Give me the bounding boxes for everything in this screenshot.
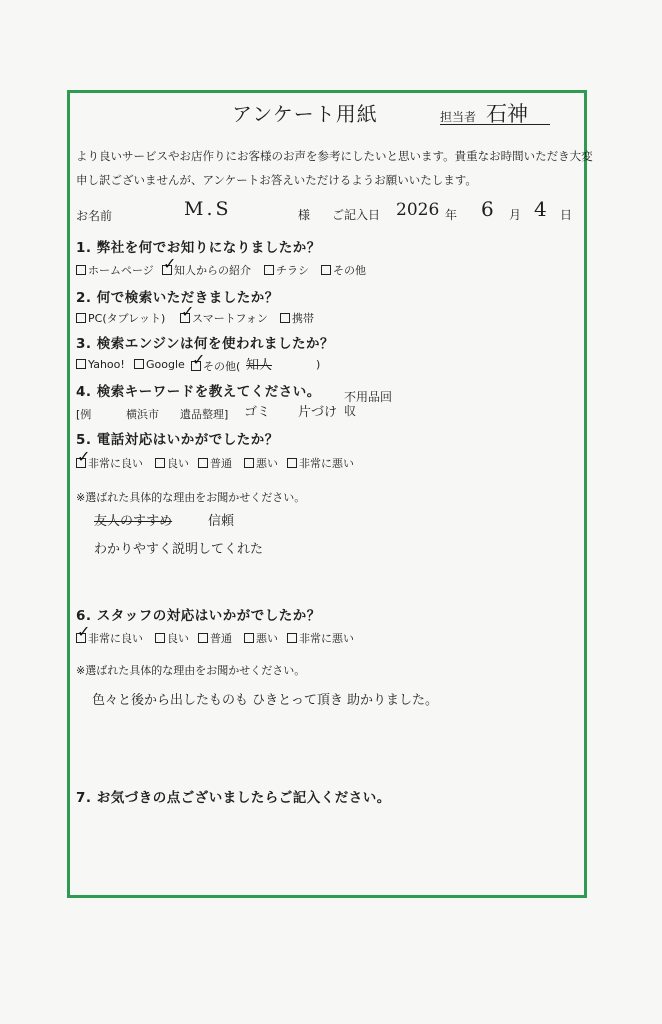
q3-option-google[interactable]: Google	[134, 358, 185, 371]
q3-other-close: )	[316, 358, 321, 371]
q2-option-mobile[interactable]: 携帯	[280, 310, 314, 326]
q6-option-normal[interactable]: 普通	[198, 630, 232, 646]
q5-option-very-good[interactable]: ✓非常に良い	[76, 455, 143, 471]
q2-question: 2. 何で検索いただきましたか？	[76, 290, 279, 306]
checkbox-icon[interactable]	[321, 265, 331, 275]
q5-option-normal[interactable]: 普通	[198, 455, 232, 471]
month-unit: 月	[509, 208, 522, 222]
date-label: ご記入日	[332, 208, 381, 222]
checkbox-checked-icon[interactable]	[162, 265, 172, 275]
q6-option-very-good[interactable]: ✓非常に良い	[76, 630, 143, 646]
q6-reason-prompt: ※選ばれた具体的な理由をお聞かせください。	[76, 664, 306, 677]
q5-hand-line-1a[interactable]: 友人のすすめ	[94, 514, 173, 529]
q3-option-other[interactable]: ✓ その他(	[191, 358, 240, 374]
checkbox-checked-icon[interactable]	[76, 458, 86, 468]
q4-example-city: 横浜市	[126, 408, 159, 421]
checkbox-icon[interactable]	[155, 633, 165, 643]
name-label: お名前	[76, 209, 113, 223]
form-title: アンケート用紙	[232, 102, 378, 126]
q3-option-yahoo[interactable]: Yahoo!	[76, 358, 125, 371]
q5-option-very-bad[interactable]: 非常に悪い	[287, 455, 354, 471]
checkbox-icon[interactable]	[198, 458, 208, 468]
sama-label: 様	[298, 208, 311, 222]
q6-question: 6. スタッフの対応はいかがでしたか？	[76, 608, 321, 624]
q1-option-flyer[interactable]: チラシ	[264, 262, 309, 278]
checkbox-icon[interactable]	[76, 313, 86, 323]
q5-hand-line-1b[interactable]: 信頼	[208, 514, 235, 529]
q7-question: 7. お気づきの点ございましたらご記入ください。	[76, 790, 391, 806]
checkbox-checked-icon[interactable]	[180, 313, 190, 323]
q4-hand-word-2[interactable]: 片づけ	[298, 405, 338, 420]
checkbox-icon[interactable]	[264, 265, 274, 275]
checkbox-icon[interactable]	[287, 633, 297, 643]
q4-question: 4. 検索キーワードを教えてください。	[76, 384, 321, 400]
q4-hand-word-3[interactable]: 不用品回収	[344, 390, 393, 418]
q4-example-keyword: 遺品整理]	[180, 408, 229, 421]
q6-option-very-bad[interactable]: 非常に悪い	[287, 630, 354, 646]
q5-question: 5. 電話対応はいかがでしたか？	[76, 432, 279, 448]
q5-reason-prompt: ※選ばれた具体的な理由をお聞かせください。	[76, 491, 306, 504]
checkbox-icon[interactable]	[198, 633, 208, 643]
checkbox-icon[interactable]	[155, 458, 165, 468]
q6-option-good[interactable]: 良い	[155, 630, 189, 646]
q1-question: 1. 弊社を何でお知りになりましたか？	[76, 240, 321, 256]
intro-line-2: 申し訳ございませんが、アンケートお答えいただけるようお願いいたします。	[76, 173, 477, 187]
staff-underline	[440, 124, 550, 125]
q1-option-homepage[interactable]: ホームページ	[76, 262, 154, 278]
checkbox-icon[interactable]	[280, 313, 290, 323]
checkbox-checked-icon[interactable]	[191, 361, 201, 371]
intro-line-1: より良いサービスやお店作りにお客様のお声を参考にしたいと思います。貴重なお時間いただき大変	[76, 149, 593, 163]
q4-hand-word-1[interactable]: ゴミ	[244, 405, 271, 420]
checkbox-icon[interactable]	[76, 265, 86, 275]
staff-label: 担当者	[440, 110, 477, 124]
q5-option-bad[interactable]: 悪い	[244, 455, 278, 471]
q5-option-good[interactable]: 良い	[155, 455, 189, 471]
checkbox-icon[interactable]	[244, 633, 254, 643]
q2-option-pc[interactable]: PC(タブレット)	[76, 310, 165, 326]
year-unit: 年	[445, 208, 458, 222]
q1-option-referral[interactable]: ✓ 知人からの紹介	[162, 262, 251, 278]
day-unit: 日	[560, 208, 573, 222]
checkbox-icon[interactable]	[287, 458, 297, 468]
q5-hand-line-2[interactable]: わかりやすく説明してくれた	[94, 542, 264, 557]
q6-option-bad[interactable]: 悪い	[244, 630, 278, 646]
checkbox-icon[interactable]	[244, 458, 254, 468]
checkbox-checked-icon[interactable]	[76, 633, 86, 643]
q3-question: 3. 検索エンジンは何を使われましたか？	[76, 336, 335, 352]
checkbox-icon[interactable]	[76, 359, 86, 369]
checkbox-icon[interactable]	[134, 359, 144, 369]
q6-hand-line[interactable]: 色々と後から出したものも ひきとって頂き 助かりました。	[92, 693, 439, 708]
q1-option-other[interactable]: その他	[321, 262, 366, 278]
q4-example-label: [例	[76, 408, 92, 421]
name-value[interactable]: M.S	[184, 198, 232, 220]
q3-other-handwritten[interactable]: 知人	[246, 358, 273, 373]
staff-name: 石神	[486, 102, 528, 126]
year-value[interactable]: 2026	[396, 200, 440, 220]
day-value[interactable]: 4	[534, 197, 547, 221]
q2-option-smartphone[interactable]: ✓ スマートフォン	[180, 310, 268, 326]
month-value[interactable]: 6	[481, 197, 494, 221]
